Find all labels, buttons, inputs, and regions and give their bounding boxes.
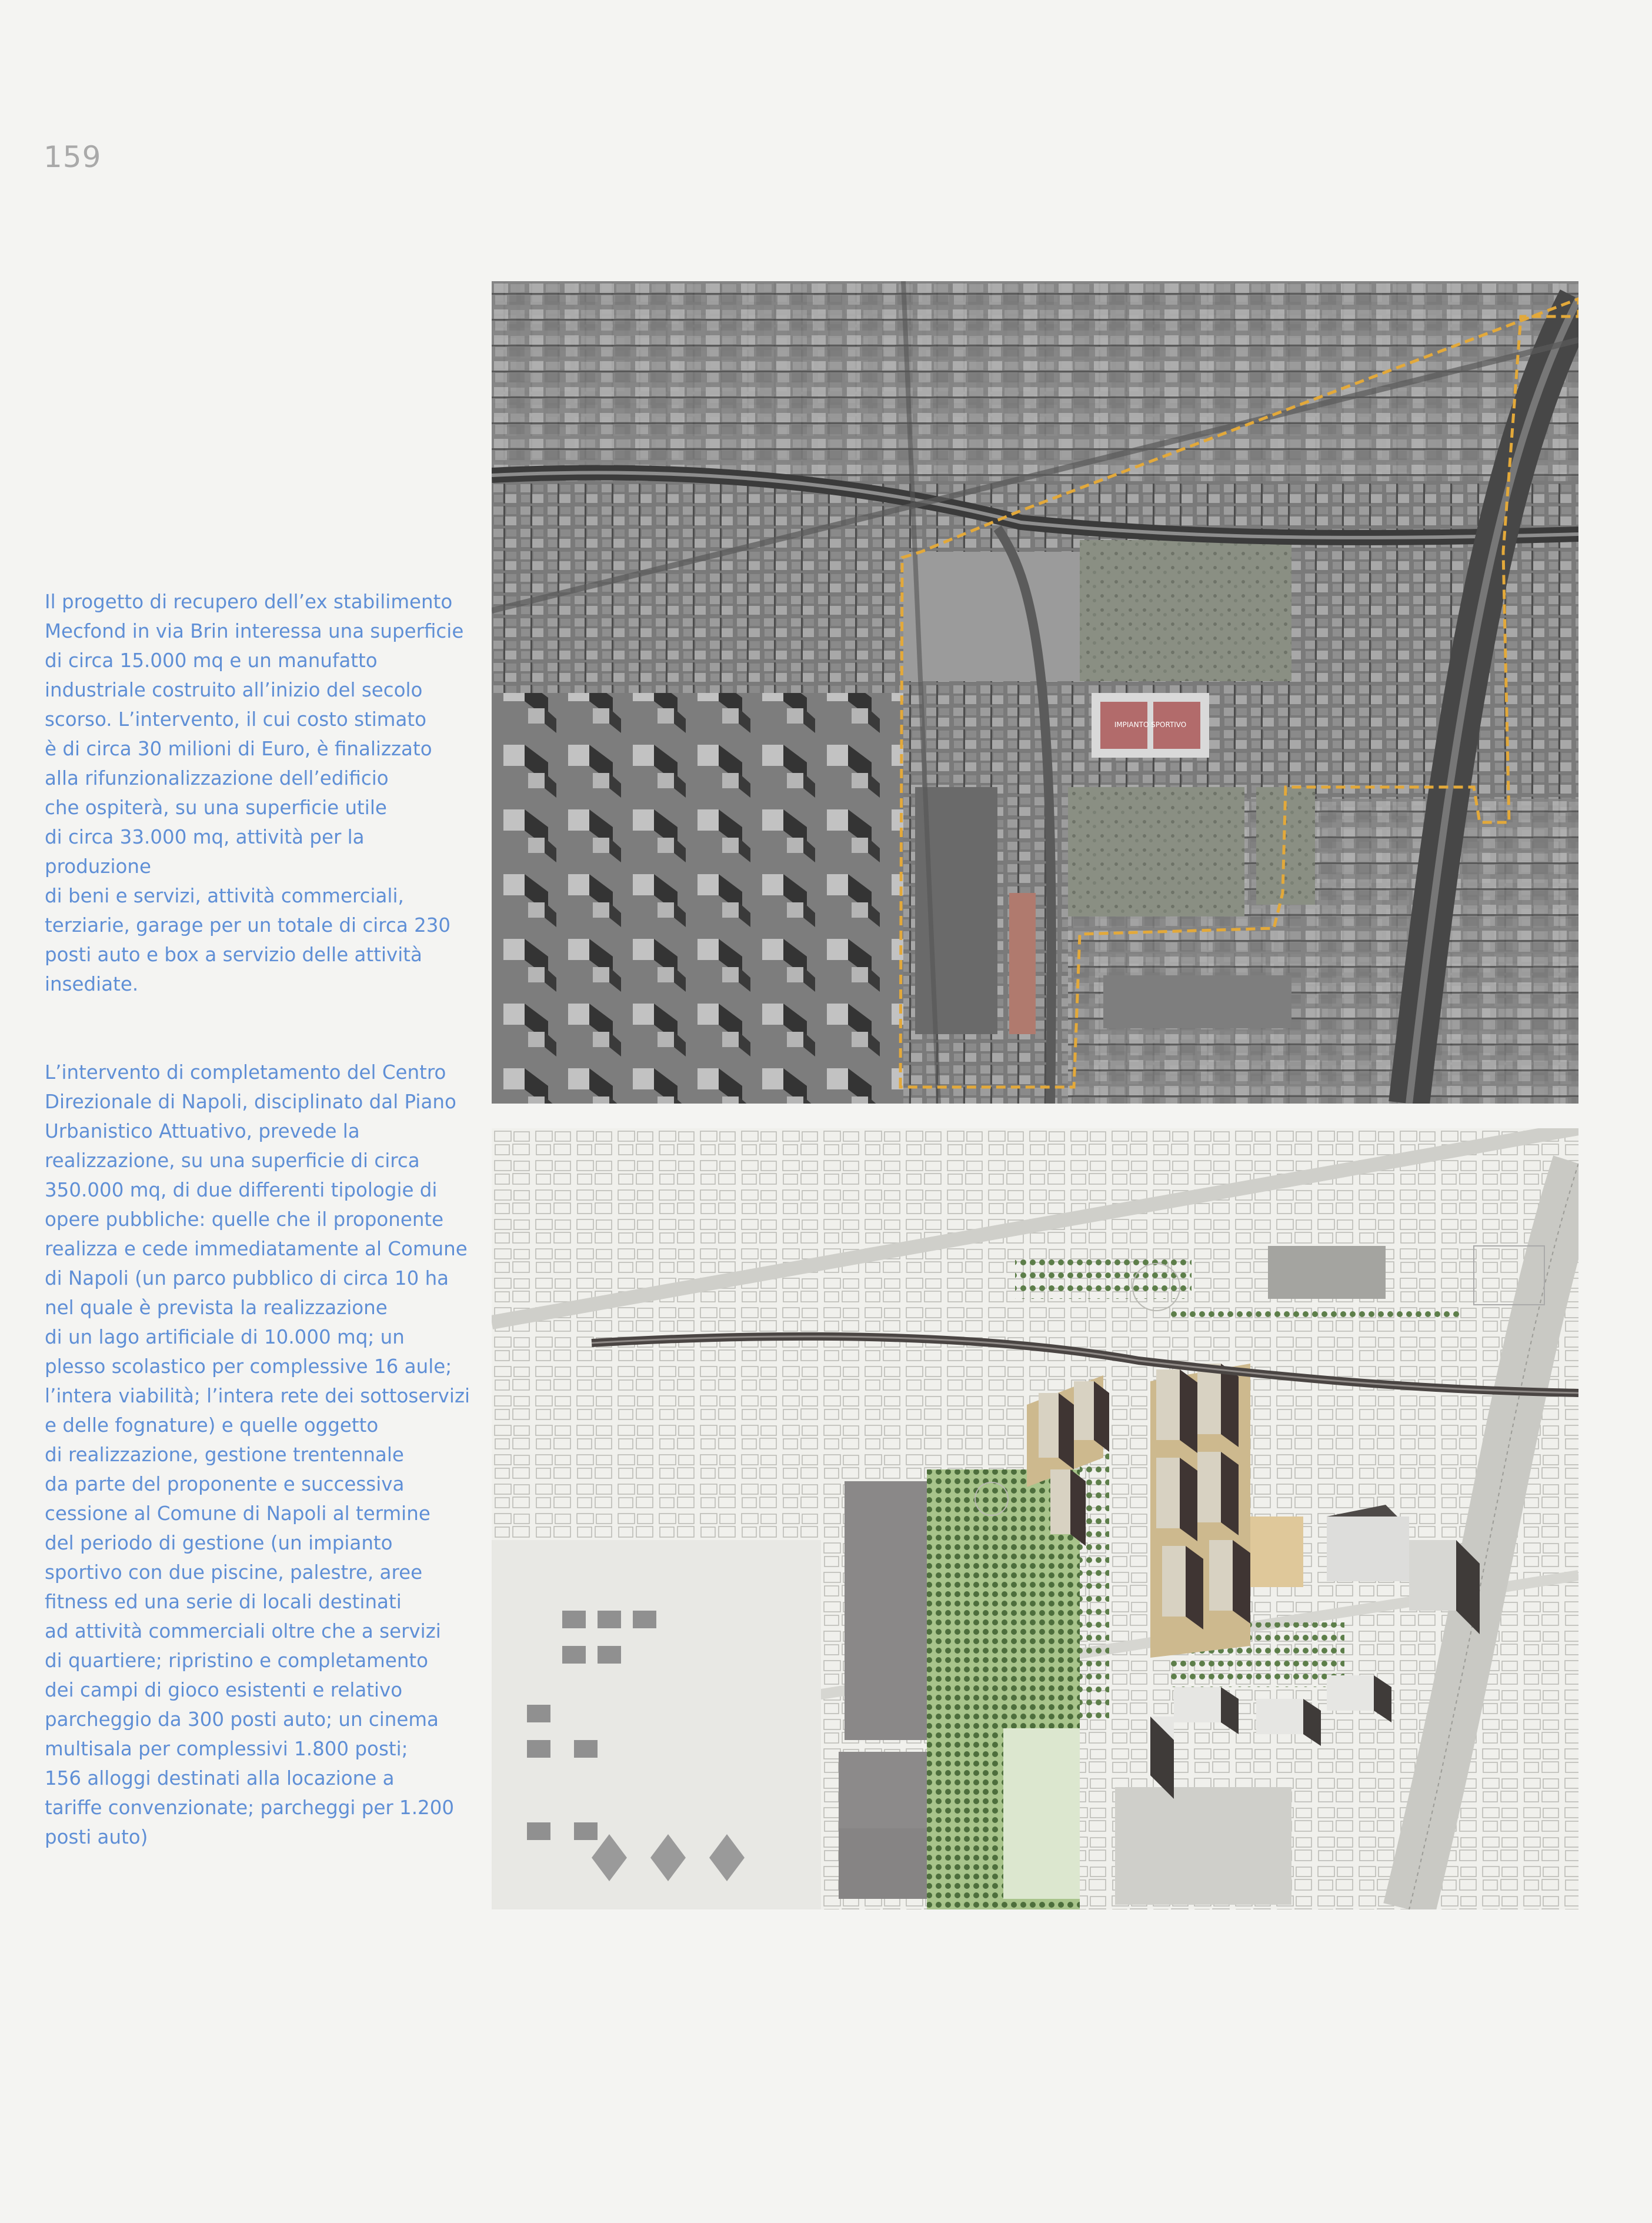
aerial-photo [492,281,1578,1104]
masterplan-drawing [492,1128,1578,1909]
paragraph-mecfond: Il progetto di recupero dell’ex stabilimento Mecfond in via Brin interessa una superficie di circa 15.000 mq e un manufatto industriale costruito all’inizio del secolo scorso. L’intervento, il cui costo stimato è di circa 30 milioni di Euro, è finalizzato alla rifunzionalizzazione dell’edificio che ospiterà, su una superficie utile di circa 33.000 mq, attività per la produzione di beni e servizi, attività commerciali, terziarie, garage per un totale di circa 230 posti auto e box a servizio delle attività insediate. [45,591,464,995]
aerial-sports-label: IMPIANTO SPORTIVO [1114,721,1187,729]
masterplan-svg [492,1128,1578,1909]
aerial-photo-drawing [492,281,1578,1104]
paragraph-centro-direzionale: L’intervento di completamento del Centro Direzionale di Napoli, disciplinato dal Piano Urbanistico Attuativo, prevede la realizzazione, su una superficie di circa 350.000 mq, di due differenti tipologie di opere pubbliche: quelle che il proponente realizza e cede immediatamente al Comune di Napoli (un parco pubblico di circa 10 ha nel quale è prevista la realizzazione di un lago artificiale di 10.000 mq; un plesso scolastico per complessive 16 aule; l’intera viabilità; l’intera rete dei sottoservizi e delle fognature) e quelle oggetto di realizzazione, gestione trentennale da parte del proponente e successiva cessione al Comune di Napoli al termine del periodo di gestione (un impianto sportivo con due piscine, palestre, aree fitness ed una serie di locali destinati ad attività commerciali oltre che a servizi di quartiere; ripristino e completamento dei campi di gioco esistenti e relativo parcheggio da 300 posti auto; un cinema multisala per complessivi 1.800 posti; 156 alloggi destinati alla locazione a tariffe convenzionate; parcheggi per 1.200 posti auto) [45,1061,470,1848]
page-number: 159 [44,140,102,174]
body-text [45,558,473,1852]
